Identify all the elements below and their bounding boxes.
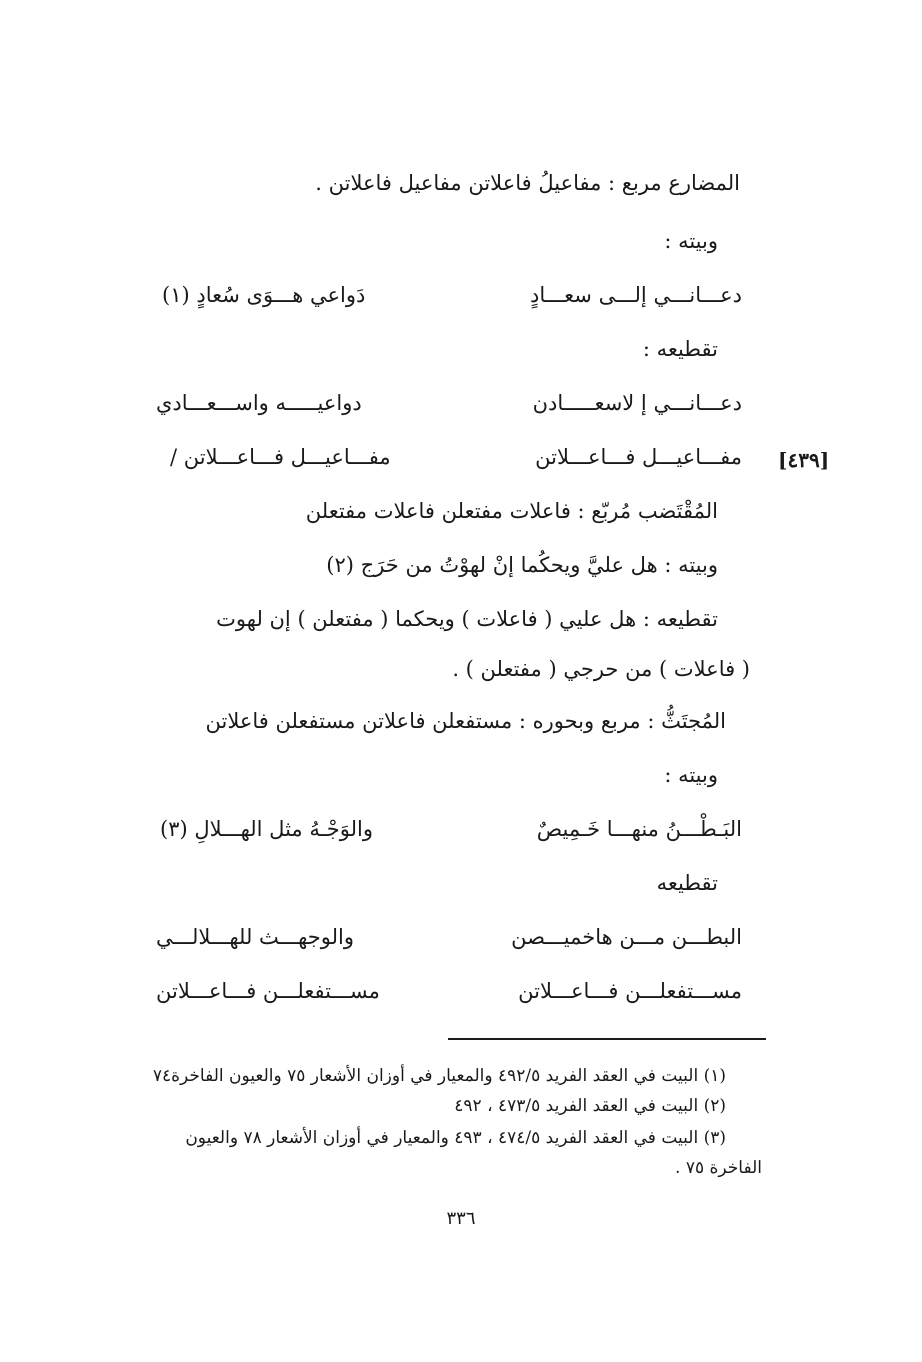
verse-2 — [150, 388, 750, 418]
original-page-marker: [٤٣٩] — [778, 448, 830, 472]
baytuhu-line-2: وبيته : هل عليَّ ويحكُما إنْ لهوْتُ من حَرَج (٢) — [326, 553, 718, 577]
verse-6-second-hemistich: مســـتفعلـــن فـــاعـــلاتن — [156, 979, 380, 1003]
taqtiuhu-line-2a: تقطيعه : هل عليي ( فاعلات ) ويحكما ( مفتعلن ) إن لهوت — [216, 607, 718, 631]
verse-2-second-hemistich: دواعيـــــه واســـعـــادي — [156, 391, 362, 415]
baytuhu-label-3: وبيته : — [664, 763, 718, 787]
verse-3 — [150, 442, 750, 472]
footnote-2: (٢) البيت في العقد الفريد ٤٧٣/٥ ، ٤٩٢ — [454, 1096, 726, 1116]
verse-5-second-hemistich: والوجهـــث للهـــلالـــي — [156, 925, 355, 949]
taqtiuhu-label-1: تقطيعه : — [642, 337, 718, 361]
footnote-1: (١) البيت في العقد الفريد ٤٩٢/٥ والمعيار في أوزان الأشعار ٧٥ والعيون الفاخرة٧٤ — [152, 1066, 726, 1086]
verse-4 — [150, 814, 750, 844]
footnote-3-continuation: الفاخرة ٧٥ . — [675, 1158, 762, 1178]
page-number: ٣٣٦ — [446, 1208, 476, 1229]
verse-5-first-hemistich: البطـــن مـــن هاخميـــصن — [511, 925, 742, 949]
taqtiuhu-line-2b: ( فاعلات ) من حرجي ( مفتعلن ) . — [452, 657, 750, 681]
verse-6 — [150, 976, 750, 1006]
mudari-line: المضارع مربع : مفاعيلُ فاعلاتن مفاعيل فاعلاتن . — [315, 171, 740, 195]
verse-4-second-hemistich: والوَجْـهُ مثل الهـــلالِ (٣) — [160, 817, 373, 841]
verse-5 — [150, 922, 750, 952]
verse-1-second-hemistich: دَواعي هـــوَى سُعادٍ (١) — [162, 283, 366, 307]
verse-3-first-hemistich: مفـــاعيـــل فـــاعـــلاتن — [535, 445, 742, 469]
footnote-3: (٣) البيت في العقد الفريد ٤٧٤/٥ ، ٤٩٣ والمعيار في أوزان الأشعار ٧٨ والعيون — [185, 1128, 726, 1148]
verse-3-second-hemistich: مفـــاعيـــل فـــاعـــلاتن / — [170, 445, 391, 469]
verse-1-first-hemistich: دعـــانـــي إلـــى سعـــادٍ — [529, 283, 742, 307]
verse-6-first-hemistich: مســـتفعلـــن فـــاعـــلاتن — [518, 979, 742, 1003]
mujtath-line: المُجتَثُّ : مربع وبحوره : مستفعلن فاعلاتن مستفعلن فاعلاتن — [205, 709, 726, 733]
baytuhu-label-1: وبيته : — [664, 229, 718, 253]
footnote-separator — [448, 1038, 766, 1040]
taqtiuhu-label-3: تقطيعه — [656, 871, 718, 895]
verse-1 — [150, 280, 750, 310]
verse-4-first-hemistich: البَـطْـــنُ منهـــا خَـمِيصٌ — [536, 817, 742, 841]
verse-2-first-hemistich: دعـــانـــي إ لاسعـــــادن — [532, 391, 742, 415]
muqtadab-line: المُقْتَضب مُربّع : فاعلات مفتعلن فاعلات مفتعلن — [305, 499, 718, 523]
